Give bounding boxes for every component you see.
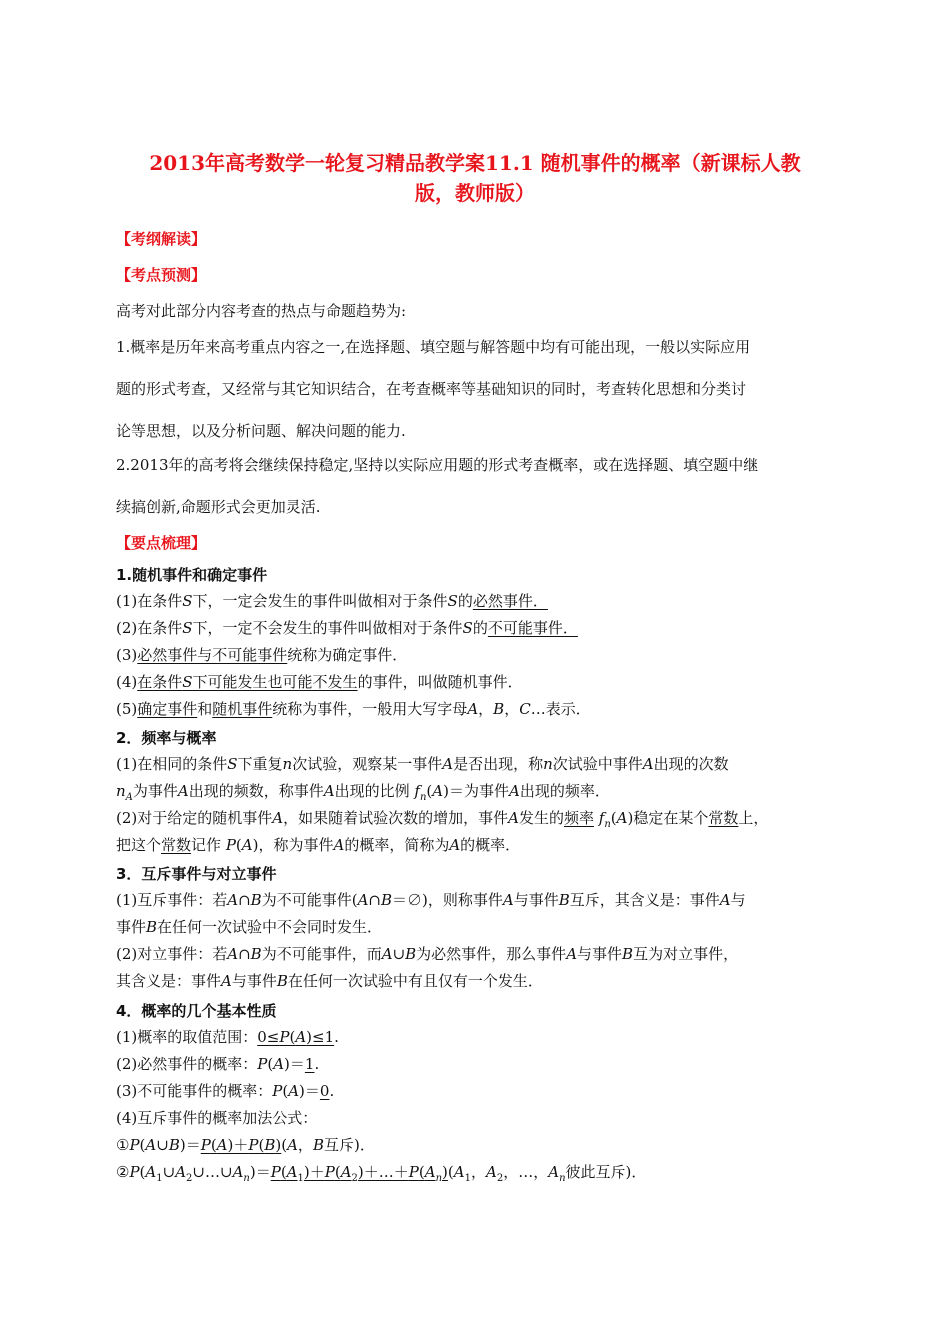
item-text: (3)必然事件与不可能事件统称为确定事件． <box>116 646 408 664</box>
item-4-5 <box>116 1134 375 1155</box>
section-kaodian: 【考点预测】 <box>116 266 207 284</box>
item-text: (2)在条件S下，一定不会发生的事件叫做相对于条件S的不可能事件． <box>116 619 578 637</box>
item-4-2 <box>116 1053 319 1074</box>
item-text: (1)互斥事件：若A∩B为不可能事件(A∩B＝∅)，则称事件A与事件B互斥，其含义是：事件A与 <box>116 891 746 909</box>
item-text: (4)互斥事件的概率加法公式： <box>116 1109 318 1127</box>
document-title <box>100 148 850 208</box>
item-text: $②P(A_1\cup A_2\cup\dots\cup A_n)=P(A_1)+P(A_2)+\dots+P(A_n)(A_1$，$A_2$，…，$A_n$彼此互斥)． <box>116 1163 647 1184</box>
item-3-2a <box>116 943 738 964</box>
item-1-1 <box>116 590 548 611</box>
item-2-1b <box>116 780 610 803</box>
item-3-1a <box>116 889 746 910</box>
item-1-4 <box>116 671 523 692</box>
heading-1: 1.随机事件和确定事件 <box>116 566 268 584</box>
item-text: (5)确定事件和随机事件统称为事件，一般用大写字母A，B，C…表示． <box>116 700 591 718</box>
item-4-1 <box>116 1026 339 1047</box>
para1-line2: 题的形式考查，又经常与其它知识结合，在考查概率等基础知识的同时，考查转化思想和分类讨 <box>116 380 747 398</box>
item-text: $n_A$为事件A出现的频数，称事件A出现的比例 $f_n(A)=$为事件A出现的频率． <box>116 782 610 803</box>
heading-2: 2．频率与概率 <box>116 729 217 747</box>
item-2-2b <box>116 834 520 855</box>
item-text: (2)对于给定的随机事件A，如果随着试验次数的增加，事件A发生的频率 $f_n(A)$稳定在某个常数上， <box>116 809 769 830</box>
heading-3: 3．互斥事件与对立事件 <box>116 865 277 883</box>
para2-line2: 续搞创新,命题形式会更加灵活. <box>116 498 321 516</box>
item-text: (3)不可能事件的概率：P(A)＝0. <box>116 1082 335 1100</box>
item-1-2 <box>116 617 578 638</box>
item-text: 其含义是：事件A与事件B在任何一次试验中有且仅有一个发生． <box>116 972 543 990</box>
item-text: (2)必然事件的概率：P(A)＝1. <box>116 1055 320 1073</box>
item-text: ①P(A∪B)＝P(A)＋P(B)(A，B互斥)． <box>116 1136 375 1154</box>
item-text: 事件B在任何一次试验中不会同时发生． <box>116 918 383 936</box>
item-4-4 <box>116 1107 317 1128</box>
intro-text: 高考对此部分内容考查的热点与命题趋势为: <box>116 302 407 320</box>
item-text: 把这个常数记作 P(A)，称为事件A的概率，简称为A的概率． <box>116 836 521 854</box>
item-text: (1)在条件S下，一定会发生的事件叫做相对于条件S的必然事件． <box>116 592 548 610</box>
item-text: (4)在条件S下可能发生也可能不发生的事件，叫做随机事件． <box>116 673 523 691</box>
item-1-3 <box>116 644 407 665</box>
item-3-2b <box>116 970 543 991</box>
title-line-2: 版，教师版） <box>415 181 535 205</box>
heading-4: 4．概率的几个基本性质 <box>116 1002 277 1020</box>
section-kaogang: 【考纲解读】 <box>116 230 207 248</box>
item-4-3 <box>116 1080 334 1101</box>
item-4-6 <box>116 1161 646 1184</box>
section-yaodian: 【要点梳理】 <box>116 534 207 552</box>
item-2-1a <box>116 753 729 774</box>
para1-line1: 1.概率是历年来高考重点内容之一,在选择题、填空题与解答题中均有可能出现，一般以实际应用 <box>116 338 751 356</box>
title-line-1: 2013年高考数学一轮复习精品教学案11.1 随机事件的概率（新课标人教 <box>149 151 801 175</box>
para1-line3: 论等思想，以及分析问题、解决问题的能力. <box>116 422 406 440</box>
item-1-5 <box>116 698 591 719</box>
item-text: (1)在相同的条件S下重复n次试验，观察某一事件A是否出现，称n次试验中事件A出现的次数 <box>116 755 729 773</box>
item-text: (2)对立事件：若A∩B为不可能事件，而A∪B为必然事件，那么事件A与事件B互为对立事件， <box>116 945 739 963</box>
para2-line1: 2.2013年的高考将会继续保持稳定,坚持以实际应用题的形式考查概率，或在选择题、填空题中继 <box>116 456 759 474</box>
item-3-1b <box>116 916 382 937</box>
item-text: (1)概率的取值范围：0≤P(A)≤1. <box>116 1028 339 1046</box>
item-2-2a <box>116 807 768 830</box>
